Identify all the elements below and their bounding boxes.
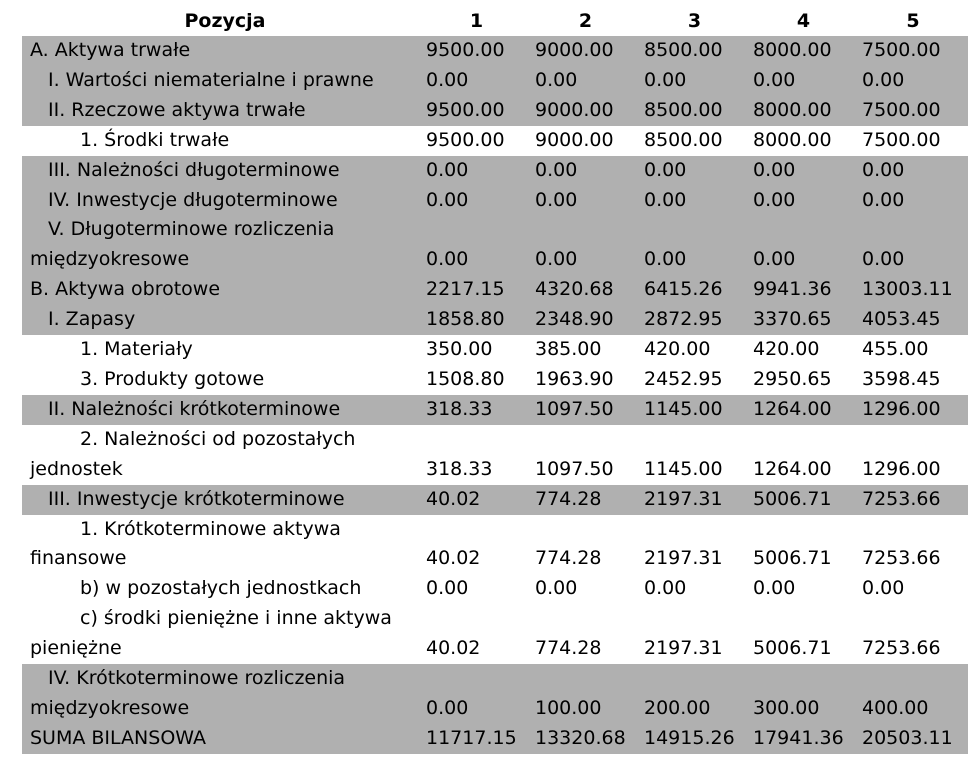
table-row (22, 515, 968, 545)
row-value: 9500.00 (422, 36, 531, 66)
row-value: 1097.50 (531, 455, 640, 485)
row-value: 420.00 (749, 335, 858, 365)
row-value: 0.00 (858, 186, 968, 216)
row-label: A. Aktywa trwałe (22, 36, 422, 66)
row-value: 0.00 (422, 156, 531, 186)
header-col-5: 5 (906, 10, 920, 32)
row-value: 1963.90 (531, 365, 640, 395)
table-row (22, 544, 968, 574)
header-position: Pozycja (184, 10, 266, 32)
table-row (22, 186, 968, 216)
row-value: 350.00 (422, 335, 531, 365)
row-value: 13003.11 (858, 275, 968, 305)
row-value: 5006.71 (749, 544, 858, 574)
row-value: 2197.31 (640, 634, 749, 664)
row-value: 0.00 (749, 156, 858, 186)
table-row (22, 36, 968, 66)
row-value: 2452.95 (640, 365, 749, 395)
row-value: 455.00 (858, 335, 968, 365)
row-value: 300.00 (749, 694, 858, 724)
row-label-line1: IV. Krótkoterminowe rozliczenia (22, 664, 422, 694)
row-value: 0.00 (422, 574, 531, 604)
header-col-4: 4 (796, 10, 811, 32)
row-value: 7253.66 (858, 485, 968, 515)
row-value: 8000.00 (749, 126, 858, 156)
table-row (22, 395, 968, 425)
row-value: 0.00 (422, 66, 531, 96)
row-value: 3598.45 (858, 365, 968, 395)
row-value: 0.00 (531, 66, 640, 96)
row-value: 0.00 (422, 245, 531, 275)
row-value: 0.00 (858, 574, 968, 604)
table-row (22, 215, 968, 245)
row-value: 1296.00 (858, 455, 968, 485)
row-value: 7500.00 (858, 96, 968, 126)
row-value: 14915.26 (640, 724, 749, 754)
table-row (22, 425, 968, 455)
table-row (22, 96, 968, 126)
row-value: 2348.90 (531, 305, 640, 335)
row-value: 0.00 (858, 156, 968, 186)
row-value: 774.28 (531, 485, 640, 515)
row-value: 11717.15 (422, 724, 531, 754)
row-value: 8500.00 (640, 36, 749, 66)
row-value: 1508.80 (422, 365, 531, 395)
row-value: 420.00 (640, 335, 749, 365)
row-label: 1. Materiały (22, 335, 422, 365)
row-value: 1858.80 (422, 305, 531, 335)
row-label-line1: 2. Należności od pozostałych (22, 425, 422, 455)
row-value: 40.02 (422, 544, 531, 574)
row-label-line2: finansowe (22, 544, 422, 574)
row-value: 9500.00 (422, 96, 531, 126)
row-value: 774.28 (531, 544, 640, 574)
row-label: I. Zapasy (22, 305, 422, 335)
table-row (22, 455, 968, 485)
row-label: II. Należności krótkoterminowe (22, 395, 422, 425)
row-value: 9000.00 (531, 36, 640, 66)
row-value: 1097.50 (531, 395, 640, 425)
row-label: 1. Środki trwałe (22, 126, 422, 156)
row-value: 0.00 (640, 156, 749, 186)
row-value: 0.00 (531, 245, 640, 275)
row-label: II. Rzeczowe aktywa trwałe (22, 96, 422, 126)
table-row (22, 275, 968, 305)
header-col-1: 1 (469, 10, 484, 32)
table-row (22, 694, 968, 724)
row-value: 0.00 (858, 66, 968, 96)
table-row (22, 365, 968, 395)
row-label-line2: pieniężne (22, 634, 422, 664)
row-label-line1: V. Długoterminowe rozliczenia (22, 215, 422, 245)
row-value: 8000.00 (749, 36, 858, 66)
row-value: 0.00 (640, 66, 749, 96)
row-value: 13320.68 (531, 724, 640, 754)
row-value: 3370.65 (749, 305, 858, 335)
row-value: 8500.00 (640, 126, 749, 156)
table-row (22, 664, 968, 694)
row-value: 4053.45 (858, 305, 968, 335)
row-value: 2950.65 (749, 365, 858, 395)
table-row (22, 724, 968, 754)
row-value: 0.00 (640, 245, 749, 275)
row-label: 3. Produkty gotowe (22, 365, 422, 395)
row-value: 0.00 (422, 694, 531, 724)
table-row (22, 634, 968, 664)
row-value: 9000.00 (531, 126, 640, 156)
balance-table (22, 6, 968, 754)
row-label: I. Wartości niematerialne i prawne (22, 66, 422, 96)
row-value: 8000.00 (749, 96, 858, 126)
row-label-line2: międzyokresowe (22, 245, 422, 275)
row-value: 400.00 (858, 694, 968, 724)
row-label: IV. Inwestycje długoterminowe (22, 186, 422, 216)
row-value: 318.33 (422, 395, 531, 425)
row-value: 200.00 (640, 694, 749, 724)
table-row (22, 156, 968, 186)
row-value: 0.00 (531, 186, 640, 216)
row-value: 7253.66 (858, 544, 968, 574)
row-value: 7500.00 (858, 36, 968, 66)
row-value: 40.02 (422, 634, 531, 664)
table-row (22, 335, 968, 365)
row-value: 7253.66 (858, 634, 968, 664)
row-value: 0.00 (858, 245, 968, 275)
row-value: 8500.00 (640, 96, 749, 126)
row-value: 0.00 (749, 574, 858, 604)
row-value: 1145.00 (640, 455, 749, 485)
row-value: 5006.71 (749, 485, 858, 515)
row-label-line2: jednostek (22, 455, 422, 485)
row-label: b) w pozostałych jednostkach (22, 574, 422, 604)
row-value: 6415.26 (640, 275, 749, 305)
table-row (22, 305, 968, 335)
table-row (22, 604, 968, 634)
row-label-line2: międzyokresowe (22, 694, 422, 724)
row-value: 1296.00 (858, 395, 968, 425)
row-value: 385.00 (531, 335, 640, 365)
row-value: 1264.00 (749, 395, 858, 425)
row-value: 9941.36 (749, 275, 858, 305)
row-value: 318.33 (422, 455, 531, 485)
row-value: 17941.36 (749, 724, 858, 754)
row-value: 100.00 (531, 694, 640, 724)
row-value: 0.00 (640, 186, 749, 216)
row-value: 4320.68 (531, 275, 640, 305)
row-label: SUMA BILANSOWA (22, 724, 422, 754)
row-value: 0.00 (422, 186, 531, 216)
row-value: 7500.00 (858, 126, 968, 156)
row-value: 0.00 (749, 186, 858, 216)
header-col-2: 2 (578, 10, 593, 32)
row-value: 0.00 (531, 574, 640, 604)
row-value: 2872.95 (640, 305, 749, 335)
header-col-3: 3 (687, 10, 702, 32)
row-label-line1: 1. Krótkoterminowe aktywa (22, 515, 422, 545)
row-value: 0.00 (640, 574, 749, 604)
table-row (22, 66, 968, 96)
row-label: III. Należności długoterminowe (22, 156, 422, 186)
table-row (22, 245, 968, 275)
row-label-line1: c) środki pieniężne i inne aktywa (22, 604, 422, 634)
row-value: 1145.00 (640, 395, 749, 425)
row-value: 2197.31 (640, 485, 749, 515)
header-row (22, 6, 968, 36)
row-value: 2217.15 (422, 275, 531, 305)
row-value: 1264.00 (749, 455, 858, 485)
row-value: 2197.31 (640, 544, 749, 574)
table-row (22, 126, 968, 156)
row-value: 0.00 (531, 156, 640, 186)
row-label: B. Aktywa obrotowe (22, 275, 422, 305)
row-value: 9500.00 (422, 126, 531, 156)
row-value: 40.02 (422, 485, 531, 515)
row-value: 0.00 (749, 245, 858, 275)
row-value: 5006.71 (749, 634, 858, 664)
row-value: 20503.11 (858, 724, 968, 754)
table-row (22, 574, 968, 604)
row-value: 0.00 (749, 66, 858, 96)
table-row (22, 485, 968, 515)
row-value: 774.28 (531, 634, 640, 664)
row-label: III. Inwestycje krótkoterminowe (22, 485, 422, 515)
row-value: 9000.00 (531, 96, 640, 126)
